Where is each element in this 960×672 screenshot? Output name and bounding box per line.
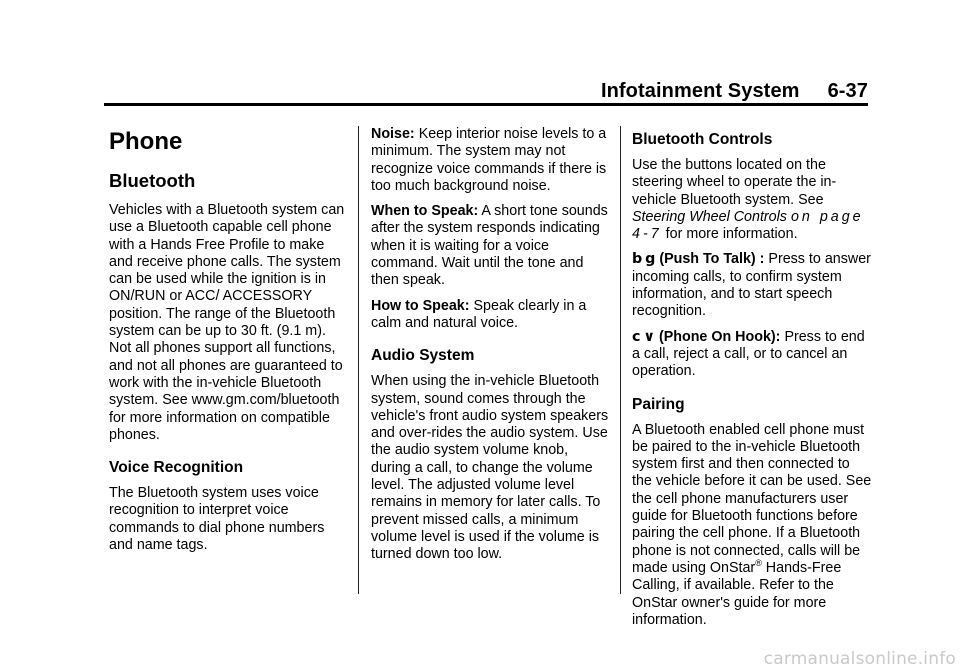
when-to-speak-text: A short tone sounds after the system responds indicating when it is waiting for a voice command. Wait until the tone and then speak. [371,203,608,289]
pairing-text-b: Hands-Free Calling, if available. Refer to the OnStar owner's guide for more information. [632,559,842,628]
steering-wheel-controls-link[interactable]: Steering Wheel Controls [632,208,787,225]
how-to-speak-term: How to Speak: [371,297,470,314]
header-page-number: 6-37 [827,80,868,102]
watermark: carmanualsonline.info [763,649,956,669]
how-to-speak-text: Speak clearly in a calm and natural voice. [371,297,587,331]
noise-term: Noise: [371,126,415,142]
bluetooth-controls-paragraph [632,157,872,243]
phone-on-hook-term: (Phone On Hook): [658,328,781,345]
push-to-talk-term: (Push To Talk) : [659,251,765,268]
controls-text: Use the buttons located on the steering wheel to operate the in-vehicle Bluetooth system. See [632,157,837,208]
bluetooth-controls-heading: Bluetooth Controls [632,131,773,148]
header-rule [104,103,868,106]
bluetooth-paragraph: Vehicles with a Bluetooth system can use a Bluetooth capable cell phone with a Hands Free Profile to make and receive phone calls. The system can be used while the ignition is in ON/RUN or ACC/ ACCESSORY position. The range of the Bluetooth system can be up to 30 ft. (9.1 m). Not all phones support all functions, and not all phones are guaranteed to work with the in-vehicle Bluetooth system. See www.gm.com/bluetooth for more information on compatible phones. [109,202,345,443]
when-to-speak-paragraph [371,203,609,289]
column-3 [632,126,872,637]
push-to-talk-paragraph [632,251,872,320]
how-to-speak-paragraph [371,298,609,333]
column-divider-1 [358,126,359,594]
pairing-heading: Pairing [632,395,685,413]
phone-on-hook-paragraph [632,329,872,381]
voice-recognition-paragraph: The Bluetooth system uses voice recognition to interpret voice commands to dial phone numbers and name tags. [109,485,325,554]
page-title: Phone [109,128,183,155]
push-to-talk-icon: b g [632,251,656,268]
bluetooth-heading: Bluetooth [109,170,196,191]
column-divider-2 [620,126,621,594]
steering-wheel-controls-page-link[interactable]: on page 4-7 [632,208,864,243]
when-to-speak-term: When to Speak: [371,203,479,220]
registered-mark: ® [755,558,762,569]
phone-on-hook-icon: c ∨ [632,328,655,345]
pairing-paragraph [632,422,872,630]
header-section-title: Infotainment System [600,80,800,102]
audio-system-paragraph: When using the in-vehicle Bluetooth system, sound comes through the vehicle's front audio system speakers and over-rides the audio system. Use the audio system volume knob, during a call, to change the volume level. The adjusted volume level remains in memory for later calls. To prevent missed calls, a minimum volume level is used if the volume is turned down too low. [371,373,609,563]
pairing-text-a: A Bluetooth enabled cell phone must be paired to the in-vehicle Bluetooth system first and then connected to the vehicle before it can be used. See the cell phone manufacturers user guide for Bluetooth functions before pairing the cell phone. If a Bluetooth phone is not connected, calls will be made using OnStar [632,421,872,576]
phone-on-hook-text: Press to end a call, reject a call, or to cancel an operation. [632,328,865,380]
noise-text: Keep interior noise levels to a minimum. The system may not recognize voice commands if there is too much background noise. [371,126,607,194]
column-2 [371,126,609,572]
audio-system-heading: Audio System [371,347,475,365]
voice-recognition-heading: Voice Recognition [109,459,244,477]
controls-tail: for more information. [665,226,798,243]
noise-paragraph [371,126,609,195]
push-to-talk-text: Press to answer incoming calls, to confirm system information, and to start speech recognition. [632,251,871,320]
column-1 [109,126,349,562]
